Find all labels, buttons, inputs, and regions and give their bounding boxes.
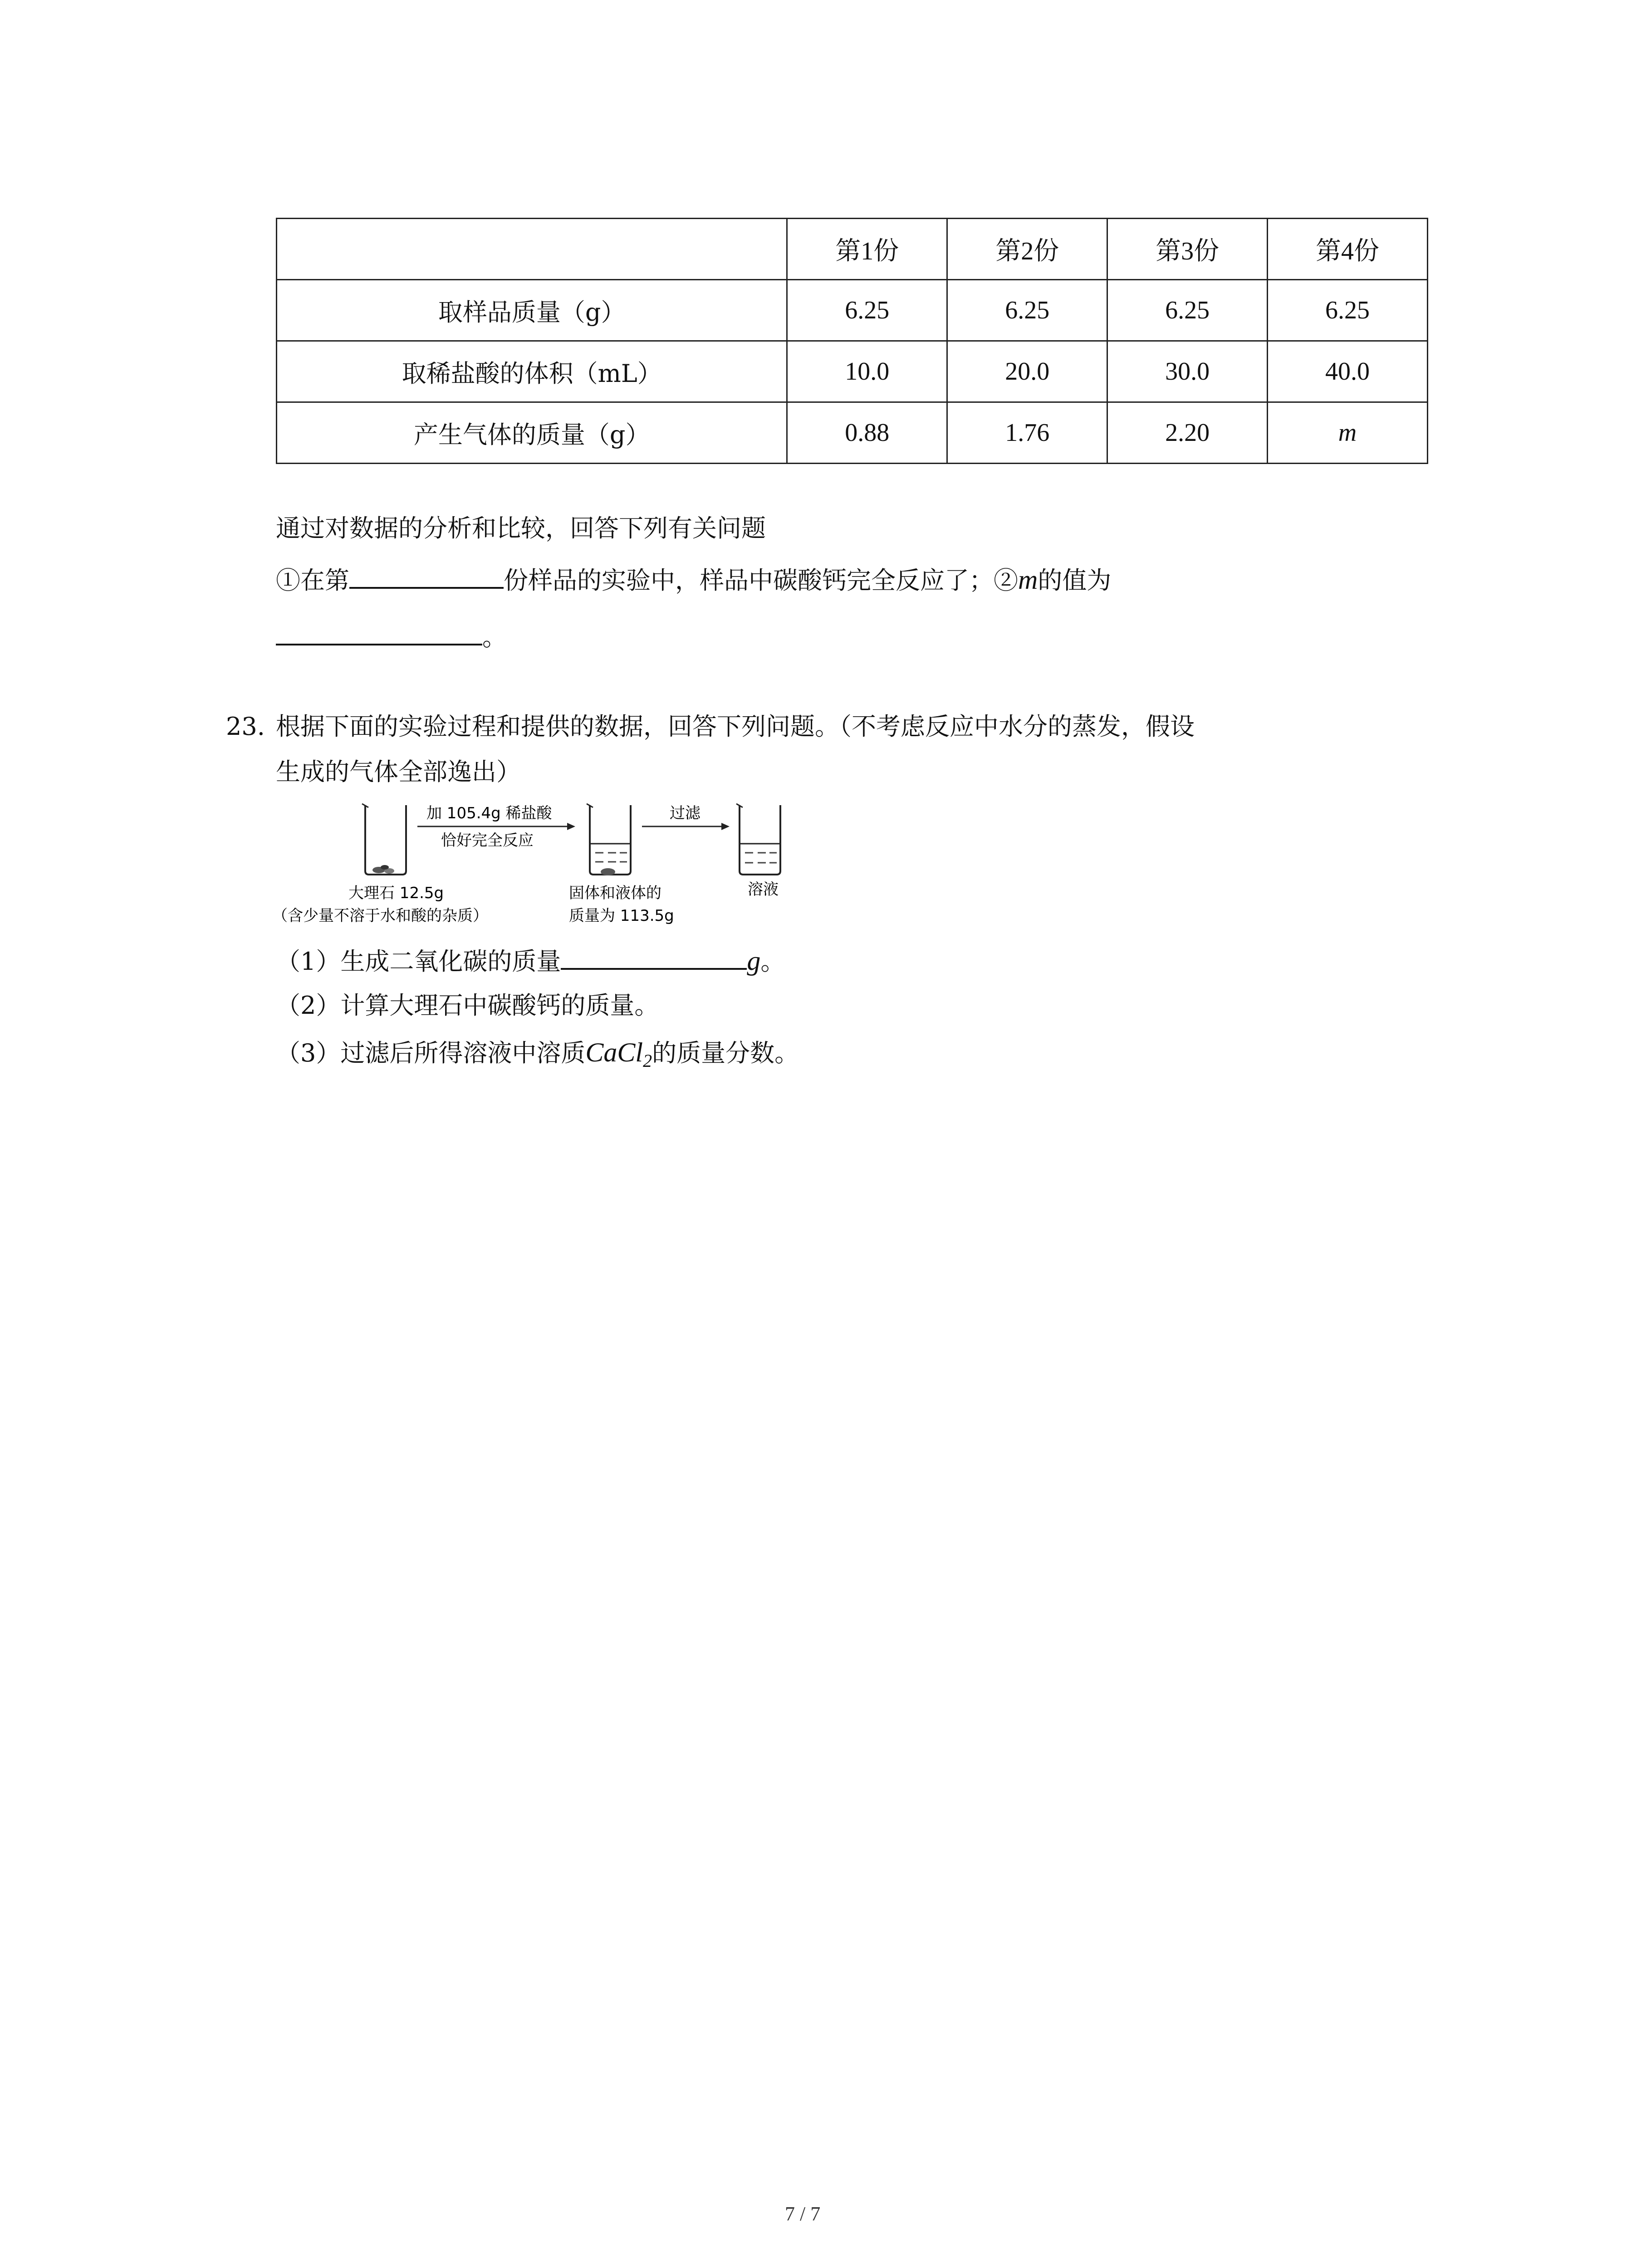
table-cell: 40.0 xyxy=(1268,341,1428,402)
q23-sub3 xyxy=(276,1039,799,1070)
formula-cacl: CaCl xyxy=(585,1037,643,1067)
table-header-row xyxy=(277,219,1428,280)
q22-part1-end: 的值为 xyxy=(1038,566,1112,595)
q22-part1-prefix: ①在第 xyxy=(276,566,349,595)
q23-stem-line1: 根据下面的实验过程和提供的数据，回答下列问题。（不考虑反应中水分的蒸发，假设 xyxy=(276,712,1195,741)
q22-part2-end: 。 xyxy=(482,623,507,651)
table-header-cell xyxy=(277,219,787,280)
table-header-cell: 第4份 xyxy=(1268,219,1428,280)
table-row xyxy=(277,402,1428,464)
row-label: 取稀盐酸的体积（mL） xyxy=(277,341,787,402)
table-cell: 6.25 xyxy=(787,280,947,341)
row-label: 取样品质量（g） xyxy=(277,280,787,341)
arrow-add-acid xyxy=(417,823,575,830)
var-m: m xyxy=(1018,565,1038,595)
table-cell: 30.0 xyxy=(1107,341,1268,402)
table-cell: 6.25 xyxy=(1107,280,1268,341)
table-cell: 20.0 xyxy=(947,341,1107,402)
q23-stem-line2: 生成的气体全部逸出） xyxy=(276,758,521,786)
q23-number: 23. xyxy=(226,712,265,741)
beaker2-caption-2: 质量为 113.5g xyxy=(569,907,674,925)
beaker2-caption-1: 固体和液体的 xyxy=(569,884,661,902)
formula-subscript: 2 xyxy=(643,1050,652,1071)
q22-intro: 通过对数据的分析和比较，回答下列有关问题 xyxy=(276,514,766,543)
q23-sub1 xyxy=(276,947,785,974)
table-cell: 6.25 xyxy=(947,280,1107,341)
table-cell: 0.88 xyxy=(787,402,947,464)
q23-sub3-end: 的质量分数。 xyxy=(652,1039,799,1067)
arrow1-top-label: 加 105.4g 稀盐酸 xyxy=(426,804,552,822)
arrow1-bottom-label: 恰好完全反应 xyxy=(441,831,534,850)
answer-blank-1[interactable] xyxy=(349,587,504,589)
beaker-1 xyxy=(362,804,406,875)
q23-sub2: （2）计算大理石中碳酸钙的质量。 xyxy=(276,991,659,1020)
beaker-2 xyxy=(587,804,631,875)
q22-part2 xyxy=(276,625,507,650)
table-row xyxy=(277,341,1428,402)
table-row xyxy=(277,280,1428,341)
experiment-diagram xyxy=(272,798,830,934)
q23-sub1-prefix: （1）生成二氧化碳的质量 xyxy=(276,947,561,976)
table-cell: 1.76 xyxy=(947,402,1107,464)
arrow2-top-label: 过滤 xyxy=(670,804,700,822)
beaker1-caption-2: （含少量不溶于水和酸的杂质） xyxy=(272,907,488,925)
answer-blank-co2[interactable] xyxy=(561,968,747,970)
q23-sub1-end: 。 xyxy=(760,947,785,976)
table-cell: 6.25 xyxy=(1268,280,1428,341)
page-number: 7 / 7 xyxy=(785,2203,821,2225)
results-table xyxy=(276,218,1428,464)
row-label: 产生气体的质量（g） xyxy=(277,402,787,464)
table-cell: 2.20 xyxy=(1107,402,1268,464)
beaker1-caption-1: 大理石 12.5g xyxy=(348,884,444,902)
table-header-cell: 第3份 xyxy=(1107,219,1268,280)
answer-blank-2[interactable] xyxy=(276,644,482,645)
q22-part1-suffix: 份样品的实验中，样品中碳酸钙完全反应了；② xyxy=(504,566,1018,595)
arrow-filter xyxy=(642,823,730,830)
table-header-cell: 第1份 xyxy=(787,219,947,280)
beaker3-caption: 溶液 xyxy=(748,880,779,899)
unit-g: g xyxy=(747,946,761,976)
q23-sub3-prefix: （3）过滤后所得溶液中溶质 xyxy=(276,1039,586,1067)
table-header-cell: 第2份 xyxy=(947,219,1107,280)
beaker-3 xyxy=(736,804,780,875)
q22-part1 xyxy=(276,566,1111,593)
table-cell: m xyxy=(1268,402,1428,464)
table-cell: 10.0 xyxy=(787,341,947,402)
